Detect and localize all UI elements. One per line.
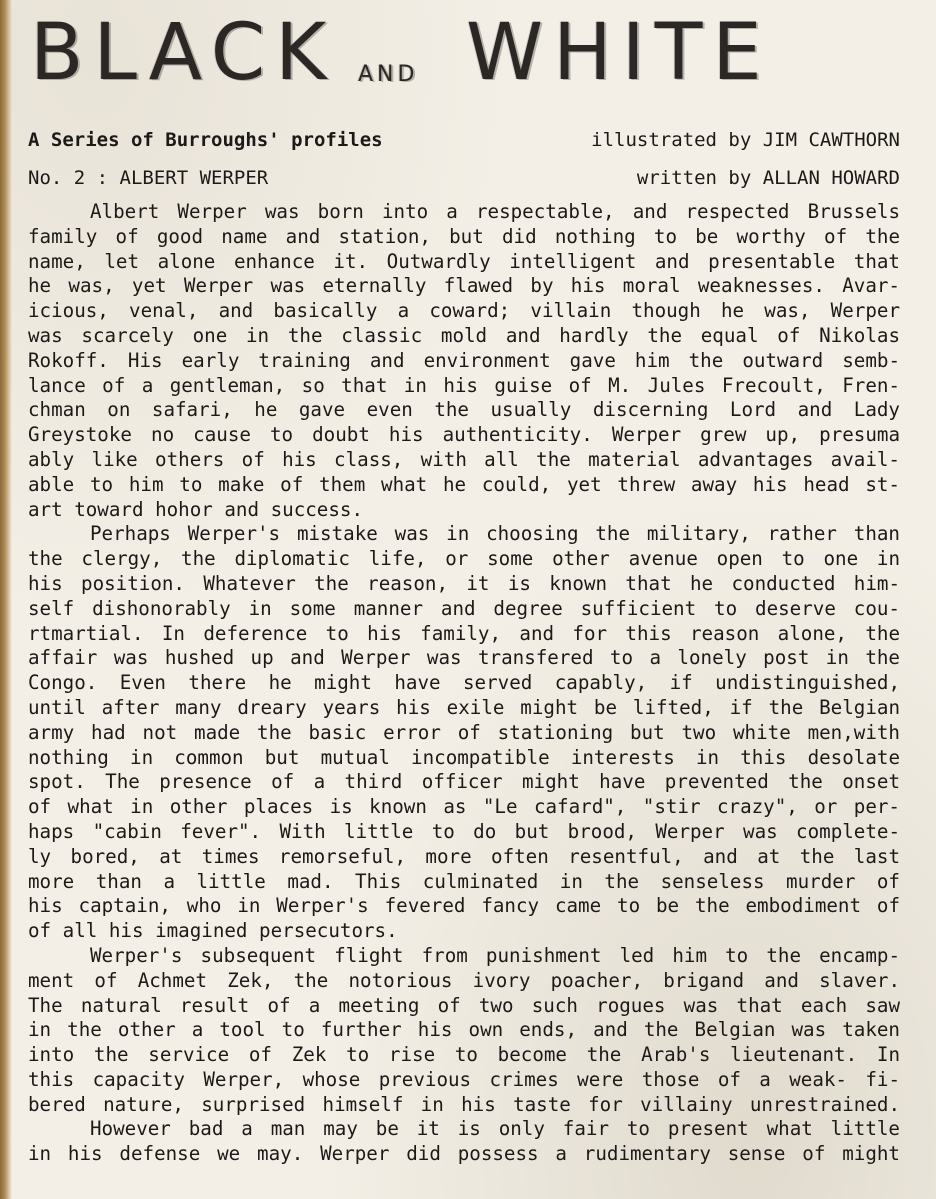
body-line: family of good name and station, but did nothing to be worthy of the (28, 224, 900, 248)
body-line: until after many dreary years his exile might be lifted, if the Belgian (28, 695, 900, 719)
profile-number: No. 2 : ALBERT WERPER (28, 167, 269, 189)
body-line: Congo. Even there he might have served capably, if undistinguished, (28, 671, 900, 695)
body-line: ment of Achmet Zek, the notorious ivory poacher, brigand and slaver. (28, 968, 900, 992)
body-line: of all his imagined persecutors. (28, 919, 398, 943)
body-line: bered nature, surprised himself in his taste for villainy unrestrained. (28, 1092, 900, 1116)
body-line: name, let alone enhance it. Outwardly intelligent and presentable that (28, 249, 900, 273)
body-line: self dishonorably in some manner and degree sufficient to deserve cou- (28, 596, 900, 620)
body-line: was scarcely one in the classic mold and hardly the equal of Nikolas (28, 323, 900, 347)
illustrator-credit: illustrated by JIM CAWTHORN (591, 129, 900, 151)
body-line: into the service of Zek to rise to become the Arab's lieutenant. In (28, 1043, 900, 1067)
body-line: able to him to make of them what he could, yet threw away his head st- (28, 472, 900, 496)
body-line: Perhaps Werper's mistake was in choosing the military, rather than (90, 522, 900, 546)
body-line: chman on safari, he gave even the usually discerning Lord and Lady (28, 398, 900, 422)
series-row (28, 128, 900, 152)
body-line: ly bored, at times remorseful, more often resentful, and at the last (28, 844, 900, 868)
body-line: this capacity Werper, whose previous crimes were those of a weak- fi- (28, 1067, 900, 1091)
article-body (28, 200, 900, 1167)
body-line: army had not made the basic error of stationing but two white men,with (28, 720, 900, 744)
body-line: Werper's subsequent flight from punishment led him to the encamp- (90, 943, 900, 967)
body-line: ably like others of his class, with all the material advantages avail- (28, 447, 900, 471)
body-line: However bad a man may be it is only fair to present what little (90, 1117, 900, 1141)
body-line: Albert Werper was born into a respectable, and respected Brussels (90, 200, 900, 223)
page-edge-shadow (0, 0, 12, 1199)
author-credit: written by ALLAN HOWARD (636, 167, 900, 189)
body-line: in the other a tool to further his own ends, and the Belgian was taken (28, 1018, 900, 1042)
masthead-white: WHITE (466, 8, 772, 98)
body-line: spot. The presence of a third officer might have prevented the onset (28, 770, 900, 794)
body-line: his captain, who in Werper's fevered fancy came to be the embodiment of (28, 894, 900, 918)
body-line: Greystoke no cause to doubt his authenticity. Werper grew up, presuma (28, 423, 900, 447)
body-line: the clergy, the diplomatic life, or some other avenue open to one in (28, 547, 900, 571)
masthead (30, 8, 910, 98)
body-line: haps "cabin fever". With little to do but brood, Werper was complete- (28, 819, 900, 843)
body-line: more than a little mad. This culminated in the senseless murder of (28, 869, 900, 893)
body-line: rtmartial. In deference to his family, and for this reason alone, the (28, 621, 900, 645)
body-line: of what in other places is known as "Le cafard", "stir crazy", or per- (28, 795, 900, 819)
masthead-black: BLACK (30, 8, 337, 98)
body-line: icious, venal, and basically a coward; villain though he was, Werper (28, 299, 900, 323)
masthead-and: AND (358, 62, 419, 87)
body-line: he was, yet Werper was eternally flawed by his moral weaknesses. Avar- (28, 274, 900, 298)
body-line: art toward hohor and success. (28, 497, 364, 521)
body-line: his position. Whatever the reason, it is known that he conducted him- (28, 571, 900, 595)
body-line: in his defense we may. Werper did possess a rudimentary sense of might (28, 1142, 900, 1166)
series-title: A Series of Burroughs' profiles (28, 129, 383, 151)
body-line: nothing in common but mutual incompatible interests in this desolate (28, 745, 900, 769)
body-line: Rokoff. His early training and environment gave him the outward semb- (28, 348, 900, 372)
body-line: The natural result of a meeting of two such rogues was that each saw (28, 993, 900, 1017)
body-line: lance of a gentleman, so that in his guise of M. Jules Frecoult, Fren- (28, 373, 900, 397)
body-line: affair was hushed up and Werper was transfered to a lonely post in the (28, 646, 900, 670)
profile-row (28, 166, 900, 190)
